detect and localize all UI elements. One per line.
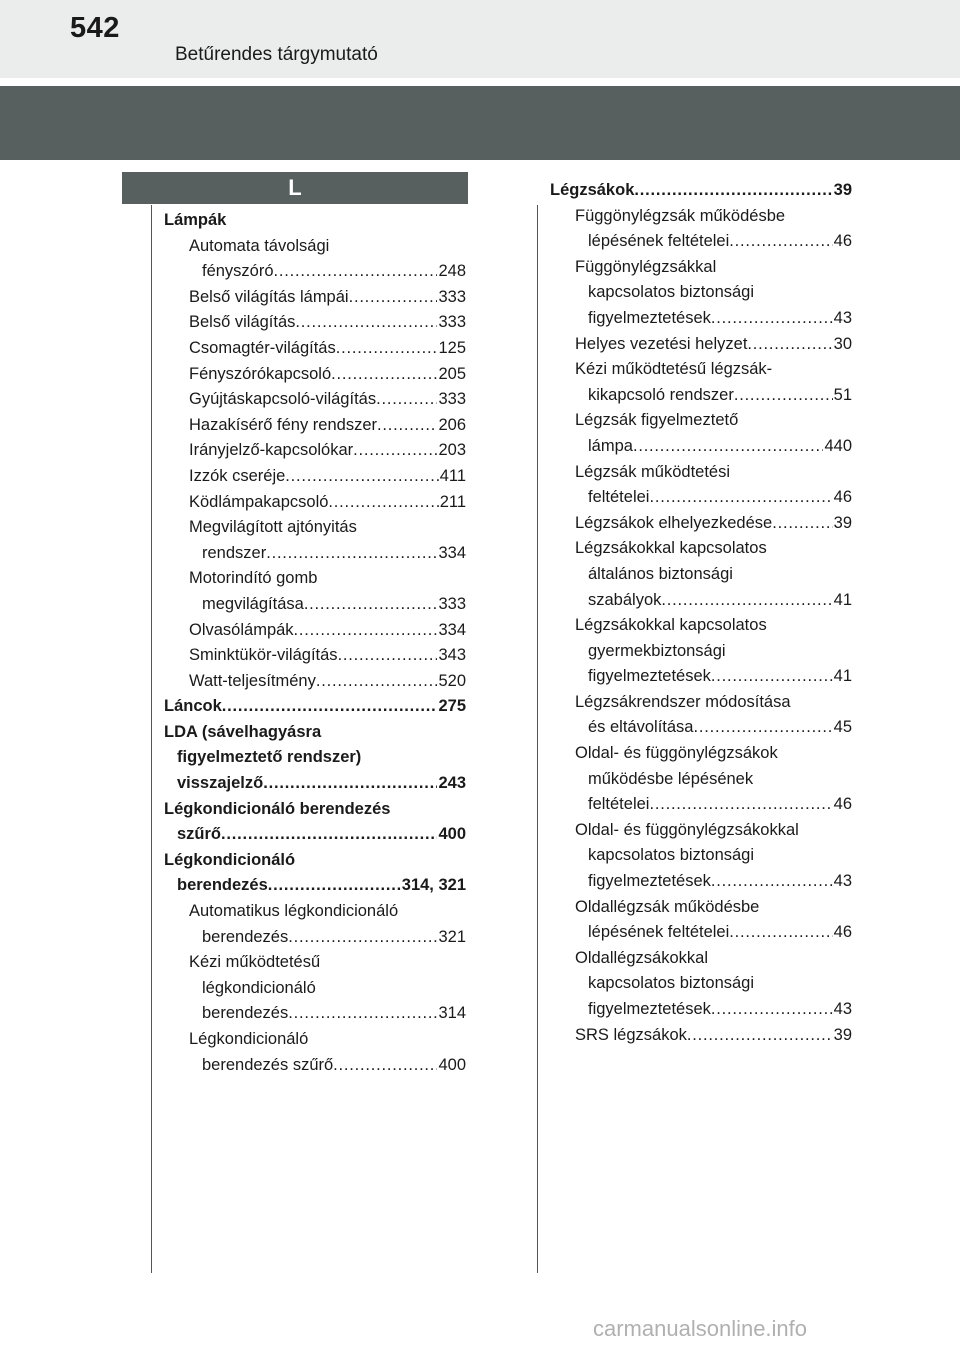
watermark: carmanualsonline.info bbox=[593, 1316, 808, 1341]
index-entry bbox=[164, 259, 466, 285]
index-entry-text: Irányjelző-kapcsolókar bbox=[189, 441, 354, 460]
index-page-ref: 275 bbox=[438, 697, 466, 716]
index-entry bbox=[164, 566, 466, 592]
index-entry bbox=[550, 690, 852, 716]
index-entry bbox=[164, 643, 466, 669]
index-entry bbox=[550, 229, 852, 255]
index-entry bbox=[550, 869, 852, 895]
index-entry bbox=[164, 745, 466, 771]
dot-leader bbox=[687, 1023, 833, 1049]
index-page-ref: 45 bbox=[833, 718, 852, 737]
index-page-ref: 206 bbox=[438, 415, 466, 434]
index-entry-text: kikapcsoló rendszer bbox=[588, 385, 734, 404]
index-entry-text: Légzsák figyelmeztető bbox=[575, 411, 739, 430]
index-page-ref: 203 bbox=[438, 441, 466, 460]
index-entry-text: feltételei bbox=[588, 795, 650, 814]
index-entry bbox=[164, 771, 466, 797]
index-entry-text: Függönylégzsákkal bbox=[575, 257, 717, 276]
index-entry-text: kapcsolatos biztonsági bbox=[588, 283, 755, 302]
index-entry bbox=[550, 511, 852, 537]
dot-leader bbox=[288, 1001, 437, 1027]
index-page-ref: 343 bbox=[438, 646, 466, 665]
index-page-ref: 400 bbox=[438, 1055, 466, 1074]
index-entry bbox=[164, 1001, 466, 1027]
index-entry-text: Oldal- és függönylégzsákok bbox=[575, 744, 778, 763]
index-column-left bbox=[164, 208, 466, 1078]
index-entry bbox=[550, 792, 852, 818]
index-page-ref: 440 bbox=[824, 436, 852, 455]
index-page-ref: 46 bbox=[833, 795, 852, 814]
dot-leader bbox=[747, 332, 832, 358]
dot-leader bbox=[222, 694, 438, 720]
index-entry bbox=[164, 1027, 466, 1053]
dot-leader bbox=[661, 588, 832, 614]
dot-leader bbox=[711, 664, 833, 690]
dot-leader bbox=[294, 618, 438, 644]
dot-leader bbox=[729, 920, 832, 946]
index-page-ref: 39 bbox=[833, 1025, 852, 1044]
index-page-ref: 321 bbox=[438, 927, 466, 946]
dot-leader bbox=[649, 485, 832, 511]
index-entry-text: Légzsákokkal kapcsolatos bbox=[575, 539, 767, 558]
index-page-ref: 41 bbox=[833, 667, 852, 686]
index-page-ref: 46 bbox=[833, 923, 852, 942]
index-entry-text: Fényszórókapcsoló bbox=[189, 364, 332, 383]
index-entry-text: Automata távolsági bbox=[189, 236, 330, 255]
dot-leader bbox=[711, 306, 833, 332]
index-entry bbox=[550, 997, 852, 1023]
index-entry-text: Oldallégzsák működésbe bbox=[575, 897, 760, 916]
dot-leader bbox=[316, 669, 438, 695]
index-entry bbox=[164, 925, 466, 951]
index-entry bbox=[550, 536, 852, 562]
index-entry bbox=[164, 848, 466, 874]
index-entry-text: LDA (sávelhagyásra bbox=[164, 722, 322, 741]
dot-leader bbox=[328, 490, 438, 516]
index-entry-text: figyelmeztetések bbox=[588, 1000, 711, 1018]
index-entry-text: Motorindító gomb bbox=[189, 569, 318, 588]
index-entry bbox=[550, 1023, 852, 1049]
index-page-ref: 411 bbox=[439, 466, 466, 485]
dot-leader bbox=[263, 771, 437, 797]
dot-leader bbox=[331, 362, 437, 388]
index-entry-text: megvilágítása bbox=[202, 594, 304, 613]
index-entry-text: lépésének feltételei bbox=[588, 923, 730, 942]
index-entry bbox=[164, 387, 466, 413]
index-entry-text: Megvilágított ajtónyitás bbox=[189, 518, 357, 537]
index-entry bbox=[164, 873, 466, 899]
dot-leader bbox=[333, 1053, 437, 1079]
index-entry bbox=[164, 1053, 466, 1079]
dot-leader bbox=[377, 413, 437, 439]
index-page-ref: 46 bbox=[833, 232, 852, 251]
index-page-ref: 314 bbox=[438, 1004, 466, 1023]
index-entry-text: Izzók cseréje bbox=[189, 466, 286, 485]
index-entry-text: működésbe lépésének bbox=[588, 769, 754, 788]
index-entry-text: visszajelző bbox=[177, 774, 264, 793]
index-entry bbox=[164, 720, 466, 746]
index-page-ref: 39 bbox=[833, 181, 852, 199]
dot-leader bbox=[353, 438, 437, 464]
index-entry bbox=[550, 920, 852, 946]
index-entry-text: Lámpák bbox=[164, 211, 227, 229]
dot-leader bbox=[266, 541, 437, 567]
index-entry-text: Gyújtáskapcsoló-világítás bbox=[189, 390, 377, 409]
dot-leader bbox=[711, 997, 833, 1023]
index-entry-text: berendezés szűrő bbox=[202, 1055, 334, 1074]
index-entry-text: légkondicionáló bbox=[202, 978, 316, 997]
index-entry bbox=[550, 408, 852, 434]
index-entry bbox=[550, 613, 852, 639]
index-entry-text: berendezés bbox=[202, 927, 289, 946]
index-page-ref: 39 bbox=[833, 513, 852, 532]
dot-leader bbox=[304, 592, 438, 618]
index-page-ref: 46 bbox=[833, 488, 852, 507]
index-entry bbox=[164, 950, 466, 976]
index-entry bbox=[164, 592, 466, 618]
index-entry bbox=[550, 971, 852, 997]
index-entry-text: Láncok bbox=[164, 697, 222, 716]
index-column-right bbox=[550, 178, 852, 1048]
dot-leader bbox=[221, 822, 437, 848]
index-entry bbox=[164, 797, 466, 823]
index-entry bbox=[550, 588, 852, 614]
index-entry bbox=[550, 255, 852, 281]
dot-leader bbox=[336, 336, 438, 362]
page-number: 542 bbox=[70, 12, 120, 44]
index-entry bbox=[550, 178, 852, 204]
index-page-ref: 51 bbox=[833, 385, 852, 404]
index-entry bbox=[550, 818, 852, 844]
index-page-ref: 30 bbox=[833, 334, 852, 353]
index-entry bbox=[550, 485, 852, 511]
index-entry bbox=[164, 464, 466, 490]
dot-leader bbox=[634, 178, 832, 204]
index-page-ref: 333 bbox=[438, 594, 466, 613]
index-page-ref: 41 bbox=[833, 590, 852, 609]
index-entry-text: figyelmeztetések bbox=[588, 872, 711, 891]
index-entry bbox=[164, 541, 466, 567]
page-title: Betűrendes tárgymutató bbox=[175, 44, 378, 65]
index-entry-text: Kézi működtetésű légzsák- bbox=[575, 360, 773, 379]
index-page-ref: 125 bbox=[438, 338, 466, 357]
index-entry-text: Belső világítás bbox=[189, 313, 296, 332]
index-entry-text: figyelmeztetések bbox=[588, 308, 711, 327]
index-entry bbox=[164, 515, 466, 541]
index-entry-text: figyelmeztetések bbox=[588, 667, 711, 686]
index-entry bbox=[550, 204, 852, 230]
index-entry-text: Oldal- és függönylégzsákokkal bbox=[575, 820, 799, 839]
index-entry-text: kapcsolatos biztonsági bbox=[588, 974, 755, 993]
left-column-rule bbox=[151, 205, 152, 1273]
index-entry-text: Olvasólámpák bbox=[189, 620, 294, 639]
index-entry-text: lámpa bbox=[588, 436, 633, 455]
index-entry-text: Légzsákok elhelyezkedése bbox=[575, 513, 773, 532]
index-entry bbox=[550, 383, 852, 409]
index-page-ref: 248 bbox=[438, 262, 466, 281]
index-entry bbox=[164, 234, 466, 260]
index-page-ref: 43 bbox=[833, 308, 852, 327]
index-entry bbox=[164, 822, 466, 848]
index-entry-text: Légkondicionáló berendezés bbox=[164, 799, 391, 818]
index-entry-text: és eltávolítása bbox=[588, 718, 694, 737]
index-entry-text: berendezés bbox=[177, 876, 268, 895]
index-entry-text: Kézi működtetésű bbox=[189, 953, 321, 972]
dot-leader bbox=[734, 383, 833, 409]
index-entry bbox=[164, 208, 466, 234]
index-entry-text: Automatikus légkondicionáló bbox=[189, 902, 399, 921]
index-page-ref: 243 bbox=[438, 774, 466, 793]
index-page-ref: 43 bbox=[833, 872, 852, 891]
index-entry bbox=[550, 946, 852, 972]
dot-leader bbox=[288, 925, 437, 951]
index-entry-text: kapcsolatos biztonsági bbox=[588, 846, 755, 865]
index-entry-text: rendszer bbox=[202, 543, 267, 562]
index-entry-text: Helyes vezetési helyzet bbox=[575, 334, 748, 353]
index-entry bbox=[550, 562, 852, 588]
index-entry-text: szabályok bbox=[588, 590, 662, 609]
index-page-ref: 333 bbox=[438, 287, 466, 306]
dot-leader bbox=[285, 464, 438, 490]
index-entry bbox=[164, 618, 466, 644]
index-entry-text: Ködlámpakapcsoló bbox=[189, 492, 329, 511]
section-letter-tab: L bbox=[122, 172, 468, 204]
index-page-ref: 43 bbox=[833, 1000, 852, 1018]
index-page-ref: 314, 321 bbox=[401, 876, 466, 895]
index-entry bbox=[164, 285, 466, 311]
index-entry-text: gyermekbiztonsági bbox=[588, 641, 726, 660]
index-entry bbox=[164, 413, 466, 439]
index-entry-text: Sminktükör-világítás bbox=[189, 646, 338, 665]
dot-leader bbox=[711, 869, 833, 895]
index-page-ref: 400 bbox=[438, 825, 466, 844]
dot-leader bbox=[295, 310, 437, 336]
index-entry bbox=[550, 741, 852, 767]
index-entry bbox=[164, 438, 466, 464]
index-entry bbox=[550, 434, 852, 460]
index-entry-text: Légzsákok bbox=[550, 181, 635, 199]
index-entry-text: Belső világítás lámpái bbox=[189, 287, 349, 306]
index-entry-text: Oldallégzsákokkal bbox=[575, 948, 708, 967]
index-entry bbox=[550, 895, 852, 921]
index-entry-text: Légkondicionáló bbox=[164, 850, 296, 869]
index-entry bbox=[550, 332, 852, 358]
index-entry bbox=[550, 280, 852, 306]
index-entry-text: Légzsákrendszer módosítása bbox=[575, 692, 791, 711]
index-entry-text: Függönylégzsák működésbe bbox=[575, 206, 786, 225]
index-entry-text: Csomagtér-világítás bbox=[189, 338, 336, 357]
dot-leader bbox=[693, 715, 832, 741]
header-band bbox=[0, 86, 960, 160]
dot-leader bbox=[268, 873, 401, 899]
index-entry bbox=[164, 362, 466, 388]
index-entry bbox=[550, 715, 852, 741]
index-entry bbox=[164, 490, 466, 516]
index-entry-text: Légkondicionáló bbox=[189, 1030, 309, 1048]
index-entry bbox=[164, 694, 466, 720]
index-page-ref: 520 bbox=[438, 671, 466, 690]
index-entry bbox=[164, 899, 466, 925]
dot-leader bbox=[376, 387, 437, 413]
index-entry-text: Hazakísérő fény rendszer bbox=[189, 415, 378, 434]
index-entry-text: Légzsákokkal kapcsolatos bbox=[575, 616, 767, 635]
index-entry bbox=[550, 664, 852, 690]
index-entry-text: általános biztonsági bbox=[588, 564, 733, 583]
index-page-ref: 333 bbox=[438, 390, 466, 409]
index-entry bbox=[550, 306, 852, 332]
index-entry bbox=[164, 336, 466, 362]
index-entry-text: feltételei bbox=[588, 488, 650, 507]
dot-leader bbox=[633, 434, 824, 460]
header-bar bbox=[0, 0, 960, 78]
index-entry-text: berendezés bbox=[202, 1004, 289, 1023]
index-entry bbox=[550, 639, 852, 665]
index-entry bbox=[550, 357, 852, 383]
index-page-ref: 211 bbox=[439, 492, 466, 511]
index-entry-text: Légzsák működtetési bbox=[575, 462, 731, 481]
index-entry bbox=[550, 843, 852, 869]
index-entry-text: SRS légzsákok bbox=[575, 1025, 687, 1044]
index-entry-text: fényszóró bbox=[202, 262, 274, 281]
right-column-rule bbox=[537, 205, 538, 1273]
index-entry bbox=[164, 976, 466, 1002]
index-entry bbox=[550, 767, 852, 793]
index-entry bbox=[550, 460, 852, 486]
index-entry-text: lépésének feltételei bbox=[588, 232, 730, 251]
index-page-ref: 334 bbox=[438, 543, 466, 562]
dot-leader bbox=[274, 259, 438, 285]
index-page-ref: 205 bbox=[438, 364, 466, 383]
index-entry-text: szűrő bbox=[177, 825, 222, 844]
dot-leader bbox=[338, 643, 438, 669]
index-entry-text: figyelmeztető rendszer) bbox=[177, 748, 362, 767]
index-page-ref: 333 bbox=[438, 313, 466, 332]
index-page-ref: 334 bbox=[438, 620, 466, 639]
index-entry bbox=[164, 310, 466, 336]
dot-leader bbox=[772, 511, 832, 537]
dot-leader bbox=[649, 792, 832, 818]
dot-leader bbox=[729, 229, 832, 255]
index-entry bbox=[164, 669, 466, 695]
index-entry-text: Watt-teljesítmény bbox=[189, 671, 316, 690]
dot-leader bbox=[349, 285, 438, 311]
